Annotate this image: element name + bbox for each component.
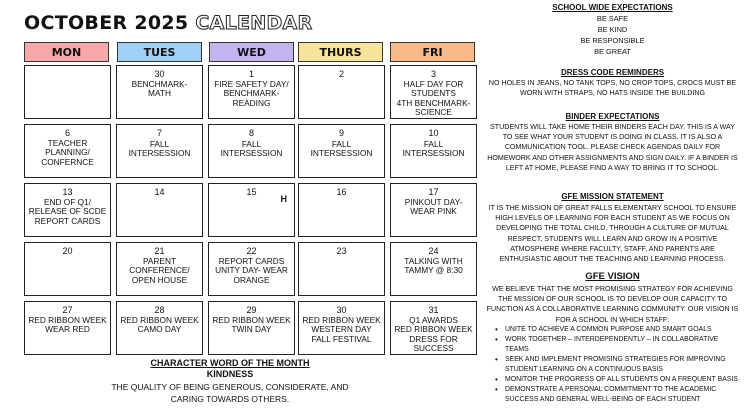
cell-date: 23 <box>336 246 347 256</box>
cell-event: TALKING WITH TAMMY @ 8:30 <box>404 256 463 276</box>
cell-date: 22 <box>246 246 257 256</box>
calendar-cell-fri-3 <box>390 65 477 119</box>
cell-date: 2 <box>338 69 344 79</box>
calendar-cell-fri-10 <box>390 124 477 178</box>
calendar-cell-thu-9 <box>298 124 385 178</box>
calendar-cell-fri-31 <box>390 301 477 355</box>
calendar-cell-thu-23 <box>298 242 385 296</box>
calendar-cell-wed-1 <box>208 65 295 119</box>
calendar-title <box>24 12 312 38</box>
cell-date: 3 <box>430 69 436 79</box>
calendar-cell-tue-sep-30 <box>116 65 203 119</box>
calendar-cell-mon-13 <box>24 183 111 237</box>
character-word-definition-line-2: CARING TOWARDS OTHERS. <box>170 394 290 404</box>
expectation-item: BE RESPONSIBLE <box>580 36 645 45</box>
cell-date: 6 <box>64 128 70 138</box>
character-word: KINDNESS <box>206 369 254 379</box>
mission-title: GFE MISSION STATEMENT <box>561 192 664 201</box>
expectation-item: BE KIND <box>597 25 628 34</box>
calendar-cell-mon-20 <box>24 242 111 296</box>
vision-bullet: • MONITOR THE PROGRESS OF ALL STUDENTS ON A FREQUENT BASIS <box>493 375 738 385</box>
cell-event: RED RIBBON WEEK TWIN DAY <box>212 315 291 335</box>
cell-event: FALL INTERSESSION <box>128 139 191 159</box>
calendar-title-month: OCTOBER 2025 <box>24 12 189 34</box>
vision-bullet: • SEEK AND IMPLEMENT PROMISING STRATEGIES FOR IMPROVING STUDENT LEARNING ON A CONTINUOUS BASIS <box>493 355 738 375</box>
cell-event: Q1 AWARDS RED RIBBON WEEK DRESS FOR SUCCESS <box>394 315 473 354</box>
binder-body: STUDENTS WILL TAKE HOME THEIR BINDERS EACH DAY. THIS IS A WAY TO SEE WHAT YOUR STUDENT IS DOING IN CLASS. IT IS ALSO A COMMUNICATION TOOL. PLEASE CHECK AGENDAS DAILY FOR HOMEWORK AND OTHER ASSIGNMENTS AND SIGN DAILY. IF A BINDER IS LEFT AT HOME, PLEASE FIND A WAY TO BRING IT TO SCHOOL. <box>487 123 738 172</box>
cell-date: 29 <box>246 305 257 315</box>
cell-date: 21 <box>154 246 165 256</box>
character-word-definition-line-1: THE QUALITY OF BEING GENEROUS, CONSIDERATE, AND <box>111 382 349 392</box>
mission-body: IT IS THE MISSION OF GREAT FALLS ELEMENTARY SCHOOL TO ENSURE HIGH LEVELS OF LEARNING FOR EACH STUDENT AS WE FOCUS ON DEVELOPING THE TOTAL CHILD. THROUGH A CULTURE OF MUTUAL RESPECT, STUDENTS WILL LEARN AND GROW IN A POSITIVE ATMOSPHERE WHERE FACULTY, STAFF, AND PARENTS ARE ENTHUSIASTIC ABOUT THE TEACHING AND LEARNING PROCESS. <box>488 204 737 264</box>
calendar-cell-tue-28 <box>116 301 203 355</box>
calendar-cell-tue-14 <box>116 183 203 237</box>
expectation-item: BE SAFE <box>596 14 629 23</box>
cell-event: REPORT CARDS UNITY DAY- WEAR ORANGE <box>215 256 288 285</box>
cell-event: BENCHMARK- MATH <box>131 79 188 99</box>
dress-code-title: DRESS CODE REMINDERS <box>560 68 665 77</box>
cell-mark: H <box>280 194 287 204</box>
cell-event: RED RIBBON WEEK WEAR RED <box>28 315 107 335</box>
cell-event: RED RIBBON WEEK CAMO DAY <box>120 315 199 335</box>
vision-title: GFE VISION <box>585 271 640 282</box>
vision-body: WE BELIEVE THAT THE MOST PROMISING STRATEGY FOR ACHIEVING THE MISSION OF OUR SCHOOL IS TO DEVELOP OUR CAPACITY TO FUNCTION AS A COLLABORATIVE LEARNING COMMUNITY. OUR VISION IS FOR A SCHOOL IN WHICH STAFF: <box>486 285 739 324</box>
calendar-cell-fri-17 <box>390 183 477 237</box>
cell-date: 7 <box>156 128 162 138</box>
calendar-cell-mon-27 <box>24 301 111 355</box>
vision-bullet-list <box>493 325 738 405</box>
cell-date: 9 <box>338 128 344 138</box>
cell-date: 14 <box>154 187 165 197</box>
vision-bullet: • DEMONSTRATE A PERSONAL COMMITMENT TO THE ACADEMIC SUCCESS AND GENERAL WELL-BEING OF EACH STUDENT <box>493 385 738 405</box>
cell-date: 31 <box>428 305 439 315</box>
calendar-cell-empty <box>24 65 111 119</box>
calendar-cell-thu-30 <box>298 301 385 355</box>
cell-date: 17 <box>428 187 439 197</box>
cell-event: RED RIBBON WEEK WESTERN DAY FALL FESTIVAL <box>302 315 381 344</box>
cell-date: 30 <box>336 305 347 315</box>
school-expectations-title: SCHOOL WIDE EXPECTATIONS <box>552 3 673 12</box>
cell-date: 8 <box>248 128 254 138</box>
cell-date: 20 <box>62 246 73 256</box>
binder-title: BINDER EXPECTATIONS <box>565 112 660 121</box>
cell-event: END OF Q1/ RELEASE OF SCDE REPORT CARDS <box>28 197 107 226</box>
info-panel <box>485 0 740 409</box>
character-word-heading: CHARACTER WORD OF THE MONTH <box>150 358 310 368</box>
calendar-cell-tue-7 <box>116 124 203 178</box>
calendar-cell-wed-15 <box>208 183 295 237</box>
calendar-cell-wed-8 <box>208 124 295 178</box>
cell-event: PARENT CONFERENCE/ OPEN HOUSE <box>129 256 190 285</box>
calendar-grid <box>24 65 484 355</box>
day-header-wed: WED <box>209 42 294 62</box>
calendar-title-outline-word: CALENDAR <box>195 12 313 34</box>
calendar-cell-tue-21 <box>116 242 203 296</box>
calendar-cell-wed-29 <box>208 301 295 355</box>
cell-date: 28 <box>154 305 165 315</box>
dress-code-body: NO HOLES IN JEANS, NO TANK TOPS, NO CROP TOPS, CROCS MUST BE WORN WITH STRAPS, NO HATS INSIDE THE BUILDING <box>488 79 737 98</box>
day-header-fri: FRI <box>390 42 475 62</box>
vision-bullet: • WORK TOGETHER – INTERDEPENDENTLY – IN COLLABORATIVE TEAMS <box>493 335 738 355</box>
cell-date: 16 <box>336 187 347 197</box>
cell-event: TEACHER PLANNING/ CONFERNCE <box>41 138 94 167</box>
day-header-mon: MON <box>24 42 109 62</box>
cell-event: HALF DAY FOR STUDENTS 4TH BENCHMARK- SCIENCE <box>396 79 471 118</box>
cell-date: 13 <box>62 187 73 197</box>
cell-date: 1 <box>248 69 254 79</box>
vision-bullet: • UNITE TO ACHIEVE A COMMON PURPOSE AND SMART GOALS <box>493 325 738 335</box>
day-header-thurs: THURS <box>298 42 383 62</box>
cell-date: 10 <box>428 128 439 138</box>
calendar-cell-fri-24 <box>390 242 477 296</box>
character-word-section <box>100 358 360 405</box>
calendar-cell-mon-6 <box>24 124 111 178</box>
cell-date: 24 <box>428 246 439 256</box>
calendar-cell-thu-2 <box>298 65 385 119</box>
cell-event: FALL INTERSESSION <box>402 139 465 159</box>
calendar-cell-thu-16 <box>298 183 385 237</box>
cell-event: FIRE SAFETY DAY/ BENCHMARK- READING <box>214 79 289 108</box>
calendar-cell-wed-22 <box>208 242 295 296</box>
cell-date: 27 <box>62 305 73 315</box>
expectation-item: BE GREAT <box>594 47 631 56</box>
cell-date: 15 <box>246 187 257 197</box>
cell-date: 30 <box>154 69 165 79</box>
day-headers <box>24 42 481 62</box>
cell-event: PINKOUT DAY- WEAR PINK <box>404 197 463 217</box>
cell-event: FALL INTERSESSION <box>310 139 373 159</box>
day-header-tues: TUES <box>117 42 202 62</box>
cell-event: FALL INTERSESSION <box>220 139 283 159</box>
